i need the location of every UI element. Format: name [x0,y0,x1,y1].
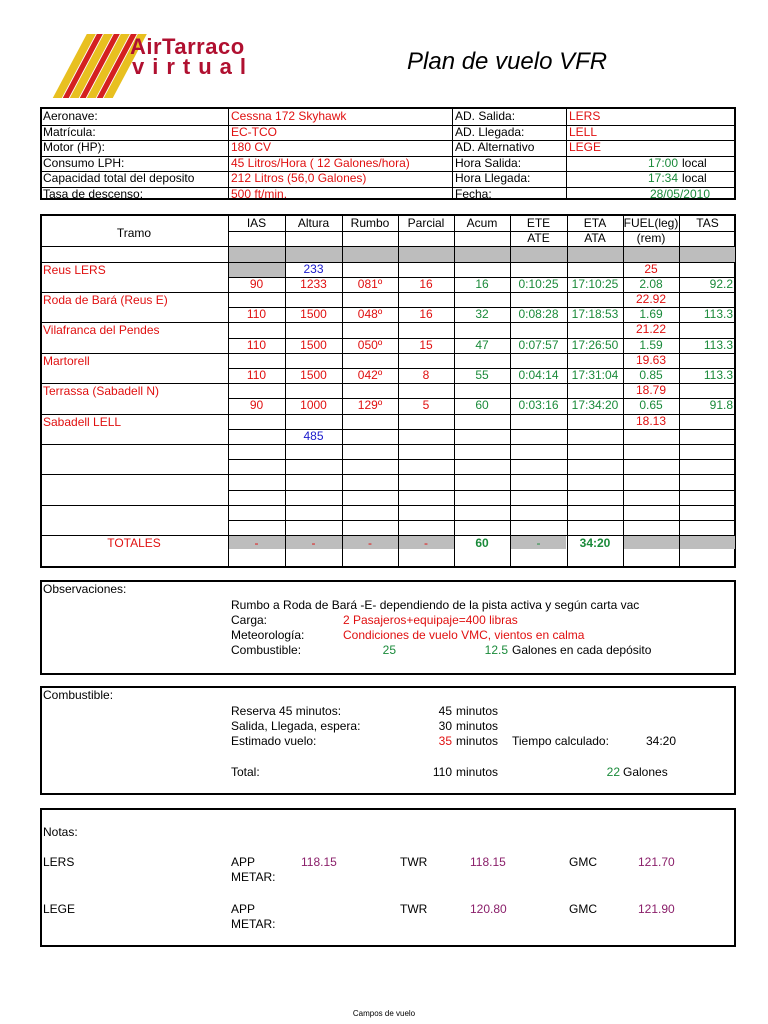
segment-value: 113.3 [703,368,733,382]
metar-label: METAR: [231,917,276,931]
header-label: Capacidad total del deposito [43,171,195,185]
header-value: 500 ft/min. [231,186,288,201]
tramo-header: Tramo [116,226,152,241]
segment-value: 042º [357,368,383,382]
gmc-label: GMC [569,902,597,916]
column-header: IAS [246,216,267,230]
header-label: Hora Salida: [455,155,522,170]
header-value: 180 CV [231,140,272,154]
header-value: 212 Litros (56,0 Galones) [231,171,367,185]
column-header: Parcial [407,216,445,230]
column-header: ATA [584,231,606,246]
total-unit: minutos [456,765,499,779]
header-label: Fecha: [455,186,492,201]
header-unit: local [682,171,707,185]
nav-row-divider [228,490,736,491]
combustible-title: Combustible: [43,688,114,702]
header-value: Cessna 172 Skyhawk [231,109,347,123]
totals-value: - [536,536,541,551]
segment-value: 0:07:57 [518,337,559,352]
segment-name: Terrassa (Sabadell N) [43,384,160,399]
segment-value: 0.85 [639,368,663,382]
carga-value: 2 Pasajeros+equipaje=400 libras [343,613,518,627]
header-value: 17:34 [647,171,678,185]
totals-value: - [368,536,372,551]
segment-value: 1500 [300,368,327,382]
segment-value: 92.2 [709,276,733,291]
total-label: Total: [231,765,260,779]
segment-value: 110 [246,368,267,382]
segment-value: 048º [357,307,383,322]
segment-value: 110 [246,337,267,352]
segment-value: 050º [357,337,383,352]
header-label: Tasa de descenso: [43,186,144,201]
column-header: Altura [297,216,330,230]
page-title: Plan de vuelo VFR [407,48,608,75]
header-label: Hora Llegada: [455,171,531,185]
segment-value: 90 [249,398,264,413]
comb-label: Combustible: [231,643,302,657]
airport-code: LEGE [43,902,76,916]
nav-col-divider [228,214,229,568]
header-value: 17:00 [647,155,678,170]
nav-row-divider [40,246,736,247]
fuel-remaining: 18.79 [635,383,667,398]
column-header: Acum [466,216,498,230]
app-frequency: 118.15 [301,855,337,869]
segment-value: 17:26:50 [571,337,619,352]
segment-value: 113.3 [703,307,733,322]
app-label: APP [231,902,256,916]
segment-value: 110 [246,307,267,322]
app-label: APP [231,855,256,869]
galones-unit: Galones [623,765,668,779]
segment-value: 0:08:28 [518,307,559,322]
footer-text: Campos de vuelo [352,1009,416,1018]
header-label: Aeronave: [43,109,98,123]
altitude-top: 233 [303,261,324,276]
totals-value: - [311,536,316,551]
segment-value: 17:31:04 [571,368,619,382]
meteo-label: Meteorología: [231,628,305,642]
tiempo-value: 34:20 [646,734,677,748]
nav-col-divider [567,214,568,568]
segment-value: 0.65 [639,398,663,413]
segment-value: 1500 [300,337,327,352]
fuel-remaining: 18.13 [635,413,667,428]
segment-name: Vilafranca del Pendes [43,323,160,338]
reserva-label: Reserva 45 minutos: [231,704,342,718]
salida-label: Salida, Llegada, espera: [231,719,361,733]
segment-value: 8 [422,368,430,382]
header-label: Matrícula: [43,124,96,139]
obs-line1: Rumbo a Roda de Bará -E- dependiendo de la pista activa y según carta vac [231,598,640,612]
header-label: Motor (HP): [43,140,106,154]
galones-value: 22 [606,765,620,779]
nav-row-divider [228,459,736,460]
header-value: EC-TCO [231,124,277,139]
segment-value: 081º [357,276,383,291]
header-row-divider [40,125,736,126]
totals-label: TOTALES [107,536,161,551]
segment-value: 17:10:25 [571,276,619,291]
comb-text: Galones en cada depósito [512,643,652,657]
reserva-unit: minutos [456,704,499,718]
metar-label: METAR: [231,870,276,884]
twr-frequency: 118.15 [470,855,506,869]
twr-label: TWR [400,855,428,869]
gmc-label: GMC [569,855,597,869]
fuel-remaining: 19.63 [635,352,667,367]
segment-value: 17:18:53 [571,307,619,322]
nav-row-divider [40,444,736,445]
fuel-remaining: 22.92 [635,292,667,306]
nav-row-divider [228,520,736,521]
notas-title: Notas: [43,825,78,839]
header-label: AD. Salida: [455,109,516,123]
segment-value: 1.59 [639,337,663,352]
segment-value: 1000 [300,398,327,413]
segment-value: 60 [475,398,489,413]
segment-value: 32 [475,307,489,322]
segment-value: 0:03:16 [518,398,559,413]
segment-value: 90 [249,276,264,291]
nav-col-divider [398,214,399,568]
segment-value: 15 [419,337,433,352]
gmc-frequency: 121.90 [638,902,675,916]
carga-label: Carga: [231,613,268,627]
segment-value: 17:34:20 [571,398,619,413]
header-value: 45 Litros/Hora ( 12 Galones/hora) [231,155,410,170]
twr-label: TWR [400,902,428,916]
nav-col-divider [454,214,455,568]
segment-value: 5 [422,398,430,413]
nav-row-divider [40,505,736,506]
estimado-unit: minutos [456,734,499,748]
airport-code: LERS [43,855,75,869]
tiempo-label: Tiempo calculado: [512,734,609,748]
totals-value: 60 [475,536,489,551]
header-col-divider [452,107,453,200]
segment-name: Sabadell LELL [43,414,122,429]
gray-fill [229,247,735,261]
nav-col-divider [679,214,680,568]
nav-col-divider [342,214,343,568]
header-col-divider [228,107,229,200]
header-label: Consumo LPH: [43,155,125,170]
totals-value: - [254,536,259,551]
segment-value: 1233 [300,276,327,291]
header-row-divider [40,140,736,141]
totals-value: - [424,536,428,551]
reserva-value: 45 [438,704,452,718]
notas-box [40,808,736,947]
salida-unit: minutos [456,719,499,733]
column-header: ETE [526,216,551,230]
header-value: LELL [569,124,598,139]
header-value: LEGE [569,140,602,154]
segment-value: 1.69 [639,307,663,322]
estimado-value: 35 [438,734,452,748]
segment-value: 113.3 [703,337,733,352]
segment-value: 16 [419,276,433,291]
column-header: ETA [583,216,607,230]
comb-v1: 25 [382,643,396,657]
totals-value: 34:20 [579,536,611,551]
meteo-value: Condiciones de vuelo VMC, vientos en calma [343,628,585,642]
salida-value: 30 [438,719,452,733]
header-col-divider [566,107,567,200]
twr-frequency: 120.80 [470,902,507,916]
header-label: AD. Llegada: [455,124,525,139]
total-value: 110 [432,765,452,779]
segment-name: Roda de Bará (Reus E) [43,293,168,307]
column-header: (rem) [636,231,666,246]
column-header: ATE [527,231,550,246]
gray-fill [229,263,285,277]
segment-value: 2.08 [639,276,663,291]
segment-value: 485 [303,428,324,443]
segment-name: Reus LERS [43,262,106,277]
brand-name: AirTarraco [130,34,245,59]
nav-col-divider [510,214,511,568]
segment-value: 129º [357,398,383,413]
segment-value: 1500 [300,307,327,322]
estimado-label: Estimado vuelo: [231,734,317,748]
segment-value: 55 [475,368,489,382]
column-header: TAS [696,216,719,230]
header-value: LERS [569,109,601,123]
segment-value: 0:10:25 [518,276,559,291]
segment-value: 16 [475,276,489,291]
logo [50,28,300,100]
segment-value: 16 [419,307,433,322]
segment-value: 0:04:14 [518,368,559,382]
observaciones-title: Observaciones: [43,582,127,596]
header-unit: local [682,155,707,170]
fuel-remaining: 25 [644,261,658,276]
segment-name: Martorell [43,353,90,368]
header-label: AD. Alternativo [455,140,535,154]
gmc-frequency: 121.70 [638,855,675,869]
nav-row-divider [40,474,736,475]
column-header: FUEL(leg) [623,216,679,230]
column-header: Rumbo [350,216,390,230]
header-value: 28/05/2010 [649,186,710,201]
brand-virtual: virtual [132,54,255,79]
segment-value: 91.8 [709,398,733,413]
comb-v2: 12.5 [484,643,508,657]
fuel-remaining: 21.22 [635,322,667,337]
segment-value: 47 [475,337,489,352]
